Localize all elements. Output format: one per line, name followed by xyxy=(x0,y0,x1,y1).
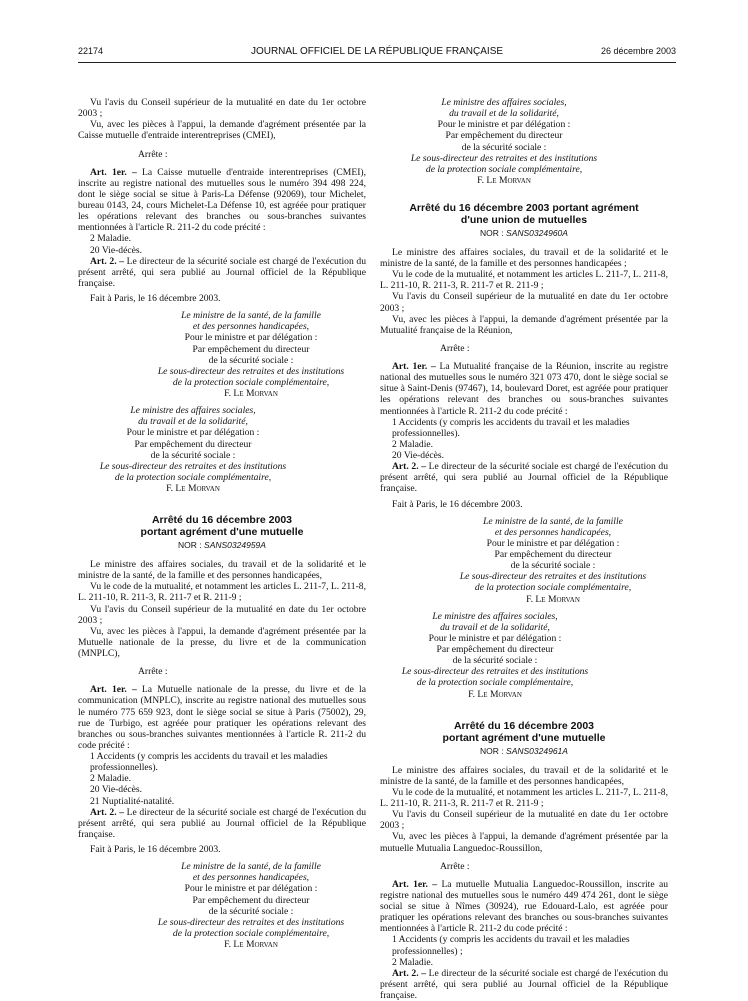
signature-line: de la protection sociale complémentaire, xyxy=(425,163,583,175)
visa: Le ministre des affaires sociales, du travail et de la solidarité et le ministre de la santé, de la famille et des personnes handicapées, xyxy=(380,764,668,787)
header-rule xyxy=(78,62,676,63)
article-label: Art. 2. – xyxy=(90,255,125,267)
list-item: 2 Maladie. xyxy=(392,438,434,450)
nor-reference xyxy=(380,229,668,239)
signature-line: Pour le ministre et par délégation : xyxy=(486,537,620,549)
arrete-label: Arrête : xyxy=(138,148,168,160)
visa: Vu le code de la mutualité, et notamment les articles L. 211-7, L. 211-8, L. 211-10, R. 211-3, R. 211-7 et R. 211-9 ; xyxy=(380,269,668,292)
article-text: Le directeur de la sécurité sociale est chargé de l'exécution du présent arrêté, qui sera publié au Journal officiel de la République française. xyxy=(380,461,668,495)
article-1 xyxy=(380,361,668,417)
list-item: 1 Accidents (y compris les accidents du travail et les maladies professionnelles) ; xyxy=(392,934,630,957)
article-label: Art. 1er. – xyxy=(392,361,436,373)
list-item: 2 Maladie. xyxy=(90,233,132,245)
signature-line: de la protection sociale complémentaire, xyxy=(416,677,574,689)
signature-line: de la sécurité sociale : xyxy=(461,141,547,153)
left-column xyxy=(78,97,366,950)
fait-a-paris: Fait à Paris, le 16 décembre 2003. xyxy=(90,293,221,304)
signature-line: Le ministre des affaires sociales, xyxy=(130,405,256,417)
signature-block xyxy=(136,310,366,399)
visa: Vu, avec les pièces à l'appui, la demande d'agrément présentée par la Caisse mutuelle d'entraide interentreprises (CMEI), xyxy=(78,119,366,142)
branch-list xyxy=(380,934,668,967)
signature-block xyxy=(78,405,308,494)
signature-line: de la sécurité sociale : xyxy=(452,655,538,667)
arrete-title-line: Arrêté du 16 décembre 2003 xyxy=(151,514,293,527)
signatory-name: F. Le Morvan xyxy=(224,939,278,951)
signature-line: Par empêchement du directeur xyxy=(192,894,310,906)
nor-code: SANS0324960A xyxy=(506,228,568,239)
signature-line: de la sécurité sociale : xyxy=(208,905,294,917)
article-text: Le directeur de la sécurité sociale est chargé de l'exécution du présent arrêté, qui sera publié au Journal officiel de la République française. xyxy=(78,806,366,840)
arrete-title-line: Arrêté du 16 décembre 2003 xyxy=(453,719,595,732)
signature-line: Pour le ministre et par délégation : xyxy=(428,632,562,644)
visa: Vu l'avis du Conseil supérieur de la mutualité en date du 1er octobre 2003 ; xyxy=(380,809,668,832)
article-label: Art. 1er. – xyxy=(90,684,137,696)
article-1 xyxy=(78,167,366,234)
signature-block xyxy=(136,861,366,950)
signature-line: de la sécurité sociale : xyxy=(208,354,294,366)
list-item: 2 Maladie. xyxy=(90,773,132,785)
nor-reference xyxy=(78,541,366,551)
signatory-name: F. Le Morvan xyxy=(477,174,531,186)
branch-list xyxy=(78,233,366,255)
arrete-title-line: d'une union de mutuelles xyxy=(460,214,588,227)
visa: Vu, avec les pièces à l'appui, la demande d'agrément présentée par la mutuelle Mutualia Languedoc-Roussillon, xyxy=(380,831,668,854)
signature-line: Pour le ministre et par délégation : xyxy=(184,332,318,344)
signature-line: de la protection sociale complémentaire, xyxy=(474,582,632,594)
signature-line: Le sous-directeur des retraites et des institutions xyxy=(157,365,345,377)
right-column xyxy=(380,95,668,1001)
arrete-title xyxy=(380,720,668,744)
nor-label: NOR : xyxy=(480,745,504,756)
article-2 xyxy=(380,968,668,1001)
list-item: 20 Vie-décès. xyxy=(90,784,142,796)
signature-line: et des personnes handicapées, xyxy=(192,321,310,333)
nor-code: SANS0324959A xyxy=(204,540,266,551)
visa: Vu l'avis du Conseil supérieur de la mutualité en date du 1er octobre 2003 ; xyxy=(380,291,668,314)
signature-line: Par empêchement du directeur xyxy=(494,549,612,561)
nor-code: SANS0324961A xyxy=(506,745,568,756)
signature-line: Le sous-directeur des retraites et des institutions xyxy=(459,571,647,583)
signature-line: Le sous-directeur des retraites et des institutions xyxy=(401,666,589,678)
visa: Vu le code de la mutualité, et notamment les articles L. 211-7, L. 211-8, L. 211-10, R. 211-3, R. 211-7 et R. 211-9 ; xyxy=(78,581,366,604)
article-2 xyxy=(78,256,366,289)
article-1 xyxy=(380,879,668,935)
branch-list xyxy=(380,417,668,462)
article-1 xyxy=(78,684,366,751)
signature-line: Pour le ministre et par délégation : xyxy=(126,427,260,439)
article-2 xyxy=(78,807,366,840)
signature-line: du travail et de la solidarité, xyxy=(138,416,248,428)
signature-line: et des personnes handicapées, xyxy=(494,526,612,538)
article-text: Le directeur de la sécurité sociale est chargé de l'exécution du présent arrêté, qui sera publié au Journal officiel de la République française. xyxy=(380,967,668,1001)
list-item: 1 Accidents (y compris les accidents du travail et les maladies professionnelles). xyxy=(392,416,630,439)
signature-line: Pour le ministre et par délégation : xyxy=(437,119,571,131)
signature-line: du travail et de la solidarité, xyxy=(440,621,550,633)
arrete-label: Arrête : xyxy=(138,666,168,678)
signature-line: Le ministre de la santé, de la famille xyxy=(181,310,321,322)
nor-label: NOR : xyxy=(480,228,504,239)
article-text: La mutuelle Mutualia Languedoc-Roussillon, inscrite au registre national des mutuelles sous le numéro 449 474 261, dont le siège social se situe à Nîmes (30924), rue Edouard-Lalo, est agréée pour pratiquer les opérations relevant des branches ou sous-branches suivantes mentionnées à l'article R. 211-2 du code précité : xyxy=(380,878,668,935)
article-label: Art. 2. – xyxy=(392,967,427,979)
article-text: La Caisse mutuelle d'entraide interentreprises (CMEI), inscrite au registre national des mutuelles sous le numéro 394 498 224, dont le siège social se situe à Paris-La Défense (92069), tour Michelet, bureau 0143, 24, cours Michelet-La Défense 10, est agréée pour pratiquer les opérations relevant des branches ou sous-branches suivantes mentionnées à l'article R. 211-2 du code précité : xyxy=(78,166,366,234)
signature-line: Le sous-directeur des retraites et des institutions xyxy=(410,152,598,164)
visa: Vu, avec les pièces à l'appui, la demande d'agrément présentée par la Mutuelle nationale de la presse, du livre et de la communication (MNPLC), xyxy=(78,625,366,660)
signature-block xyxy=(438,516,668,605)
signatory-name: F. Le Morvan xyxy=(468,688,522,700)
signature-line: Le sous-directeur des retraites et des institutions xyxy=(99,460,287,472)
signature-line: de la protection sociale complémentaire, xyxy=(172,927,330,939)
signature-line: Par empêchement du directeur xyxy=(445,130,563,142)
fait-a-paris: Fait à Paris, le 16 décembre 2003. xyxy=(90,844,221,856)
list-item: 21 Nuptialité-natalité. xyxy=(90,795,175,807)
visa: Vu le code de la mutualité, et notamment les articles L. 211-7, L. 211-8, L. 211-10, R. 211-3, R. 211-7 et R. 211-9 ; xyxy=(380,786,668,810)
list-item: 2 Maladie. xyxy=(392,956,434,968)
signature-block xyxy=(380,97,628,186)
article-text: Le directeur de la sécurité sociale est chargé de l'exécution du présent arrêté, qui sera publié au Journal officiel de la République française. xyxy=(78,255,366,289)
nor-label: NOR : xyxy=(178,540,202,551)
signatory-name: F. Le Morvan xyxy=(166,483,220,494)
signature-block xyxy=(380,611,610,700)
article-label: Art. 2. – xyxy=(392,461,427,473)
signature-line: de la sécurité sociale : xyxy=(150,449,236,461)
visa: Le ministre des affaires sociales, du travail et de la solidarité et le ministre de la santé, de la famille et des personnes handicapées ; xyxy=(380,246,668,270)
signature-line: Par empêchement du directeur xyxy=(436,644,554,656)
signatory-name: F. Le Morvan xyxy=(224,388,278,399)
visa: Vu l'avis du Conseil supérieur de la mutualité en date du 1er octobre 2003 ; xyxy=(78,603,366,626)
signature-line: de la protection sociale complémentaire, xyxy=(114,471,272,483)
signature-line: de la sécurité sociale : xyxy=(510,560,596,572)
signature-line: de la protection sociale complémentaire, xyxy=(172,376,330,388)
nor-reference xyxy=(380,747,668,757)
article-text: La Mutuelle nationale de la presse, du livre et de la communication (MNPLC), inscrite au registre national des mutuelles sous le numéro 775 659 923, dont le siège social se situe à Paris (75002), 29, rue de Turbigo, est agréée pour pratiquer les opérations relevant des branches ou sous-branches suivantes mentionnées à l'article R. 211-2 du code précité : xyxy=(78,684,366,751)
arrete-label: Arrête : xyxy=(440,342,470,354)
signature-line: Le sous-directeur des retraites et des institutions xyxy=(157,916,345,928)
article-label: Art. 1er. – xyxy=(90,166,137,178)
arrete-title xyxy=(78,514,366,538)
list-item: 20 Vie-décès. xyxy=(392,450,444,462)
article-label: Art. 2. – xyxy=(90,806,125,818)
signature-line: Le ministre des affaires sociales, xyxy=(441,97,567,108)
signature-line: du travail et de la solidarité, xyxy=(449,108,559,120)
page-number: 22174 xyxy=(78,46,104,56)
signature-line: Par empêchement du directeur xyxy=(134,438,252,450)
issue-date: 26 décembre 2003 xyxy=(600,46,676,56)
article-text: La Mutualité française de la Réunion, inscrite au registre national des mutuelles sous le numéro 321 073 470, dont le siège social se situe à Saint-Denis (97467), 14, boulevard Doret, est agréée pour pratiquer les opérations relevant des branches ou sous-branches suivantes mentionnées à l'article R. 211-2 du code précité : xyxy=(380,361,668,417)
fait-a-paris: Fait à Paris, le 16 décembre 2003. xyxy=(392,498,523,510)
visa: Vu, avec les pièces à l'appui, la demande d'agrément présentée par la Mutualité française de la Réunion, xyxy=(380,313,668,336)
arrete-title-line: Arrêté du 16 décembre 2003 portant agrément xyxy=(409,202,639,214)
branch-list xyxy=(78,751,366,807)
signatory-name: F. Le Morvan xyxy=(526,593,580,605)
signature-line: Le ministre de la santé, de la famille xyxy=(483,515,623,527)
signature-line: Le ministre de la santé, de la famille xyxy=(181,861,321,873)
arrete-title xyxy=(380,202,668,226)
signature-line: Le ministre des affaires sociales, xyxy=(432,610,558,622)
journal-title: JOURNAL OFFICIEL DE LA RÉPUBLIQUE FRANÇAISE xyxy=(250,46,504,57)
arrete-label: Arrête : xyxy=(440,860,470,872)
list-item: 1 Accidents (y compris les accidents du travail et les maladies professionnelles). xyxy=(90,751,328,774)
arrete-title-line: portant agrément d'une mutuelle xyxy=(140,526,304,539)
signature-line: Par empêchement du directeur xyxy=(192,343,310,355)
article-2 xyxy=(380,461,668,494)
article-label: Art. 1er. – xyxy=(392,878,438,890)
signature-line: Pour le ministre et par délégation : xyxy=(184,883,318,895)
arrete-title-line: portant agrément d'une mutuelle xyxy=(442,731,606,744)
visa: Le ministre des affaires sociales, du travail et de la solidarité et le ministre de la santé, de la famille et des personnes handicapées, xyxy=(78,559,366,582)
signature-line: et des personnes handicapées, xyxy=(192,872,310,884)
visa: Vu l'avis du Conseil supérieur de la mutualité en date du 1er octobre 2003 ; xyxy=(78,97,366,120)
list-item: 20 Vie-décès. xyxy=(90,244,142,256)
